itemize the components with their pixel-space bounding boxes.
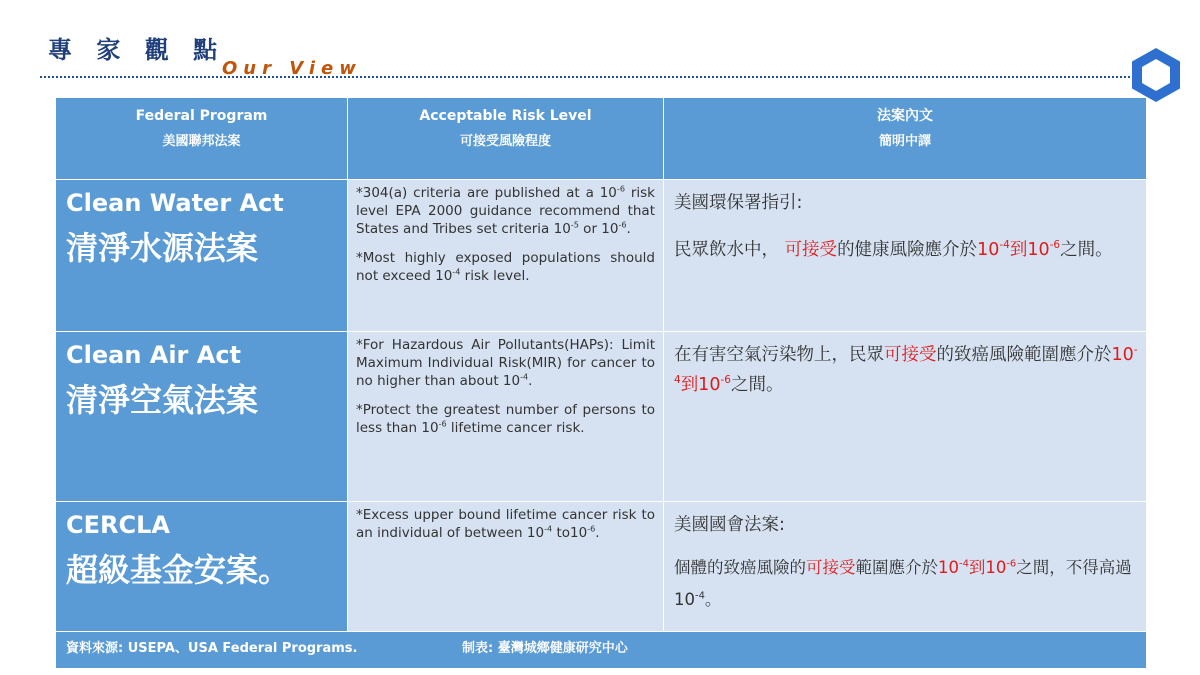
- risk-cell: [348, 332, 664, 502]
- act-name-en: Clean Water Act: [66, 189, 284, 217]
- column-header-en: Acceptable Risk Level: [419, 108, 592, 124]
- risk-text: *304(a) criteria are published at a $10^{-6}$ risk level EPA 2000 guidance recommend that States and Tribes set criteria $10^{-5}$ or $10^{-6}$.: [356, 183, 655, 237]
- page-title: 專 家 觀 點: [48, 36, 226, 64]
- maker-note: 制表: 臺灣城鄉健康研究中心: [462, 641, 628, 656]
- column-header-program: [56, 98, 348, 180]
- translation-text: 美國環保署指引:: [674, 193, 803, 213]
- program-cell: [56, 180, 348, 332]
- program-cell: [56, 502, 348, 632]
- program-cell: [56, 332, 348, 502]
- risk-table: [56, 98, 1146, 668]
- risk-text: *Excess upper bound lifetime cancer risk to an individual of between $10^{-4}$ $to10^{-6}$.: [356, 507, 655, 541]
- dotted-divider: [40, 76, 1130, 78]
- source-note: 資料來源: USEPA、USA Federal Programs.: [66, 641, 358, 656]
- act-name-zh: 超級基金安案。: [66, 551, 291, 589]
- act-name-en: Clean Air Act: [66, 341, 242, 369]
- risk-cell: [348, 180, 664, 332]
- hexagon-icon: [1126, 45, 1186, 105]
- column-header-risk: [348, 98, 664, 180]
- column-header-zh: 美國聯邦法案: [162, 134, 241, 149]
- translation-text: 民眾飲水中， 可接受的健康風險應介於$10^{-4}$到$10^{-6}$之間。: [674, 239, 1113, 260]
- act-name-en: CERCLA: [66, 511, 170, 539]
- table-row: [56, 332, 1146, 502]
- translation-text: 在有害空氣污染物上，民眾可接受的致癌風險範圍應介於$10^{-4}$到$10^{-6}$之間。: [674, 344, 1138, 395]
- column-header-en: 法案內文: [877, 108, 933, 124]
- column-header-zh: 可接受風險程度: [459, 134, 551, 149]
- risk-text: *Protect the greatest number of persons to less than $10^{-6}$ lifetime cancer risk.: [356, 402, 655, 436]
- translation-cell: [664, 332, 1146, 502]
- column-header-translation: [664, 98, 1146, 180]
- table-row: [56, 180, 1146, 332]
- page-subtitle: Our View: [222, 58, 362, 79]
- table-header-row: [56, 98, 1146, 180]
- translation-cell: [664, 502, 1146, 632]
- risk-text: *Most highly exposed populations should not exceed $10^{-4}$ risk level.: [356, 250, 655, 284]
- translation-cell: [664, 180, 1146, 332]
- translation-text: 美國國會法案:: [674, 515, 785, 535]
- table-row: [56, 502, 1146, 632]
- risk-cell: [348, 502, 664, 632]
- act-name-zh: 清淨空氣法案: [66, 381, 259, 419]
- column-header-zh: 簡明中譯: [878, 134, 931, 149]
- risk-text: *For Hazardous Air Pollutants(HAPs): Limit Maximum Individual Risk(MIR) for cancer to no higher than about $10^{-4}$.: [356, 337, 655, 389]
- column-header-en: Federal Program: [135, 108, 268, 124]
- act-name-zh: 清淨水源法案: [66, 229, 259, 267]
- table-footer: [56, 632, 1146, 668]
- translation-text: 個體的致癌風險的可接受範圍應介於$10^{-4}$到$10^{-6}$之間，不得高過$10^{-4}$。: [674, 558, 1132, 609]
